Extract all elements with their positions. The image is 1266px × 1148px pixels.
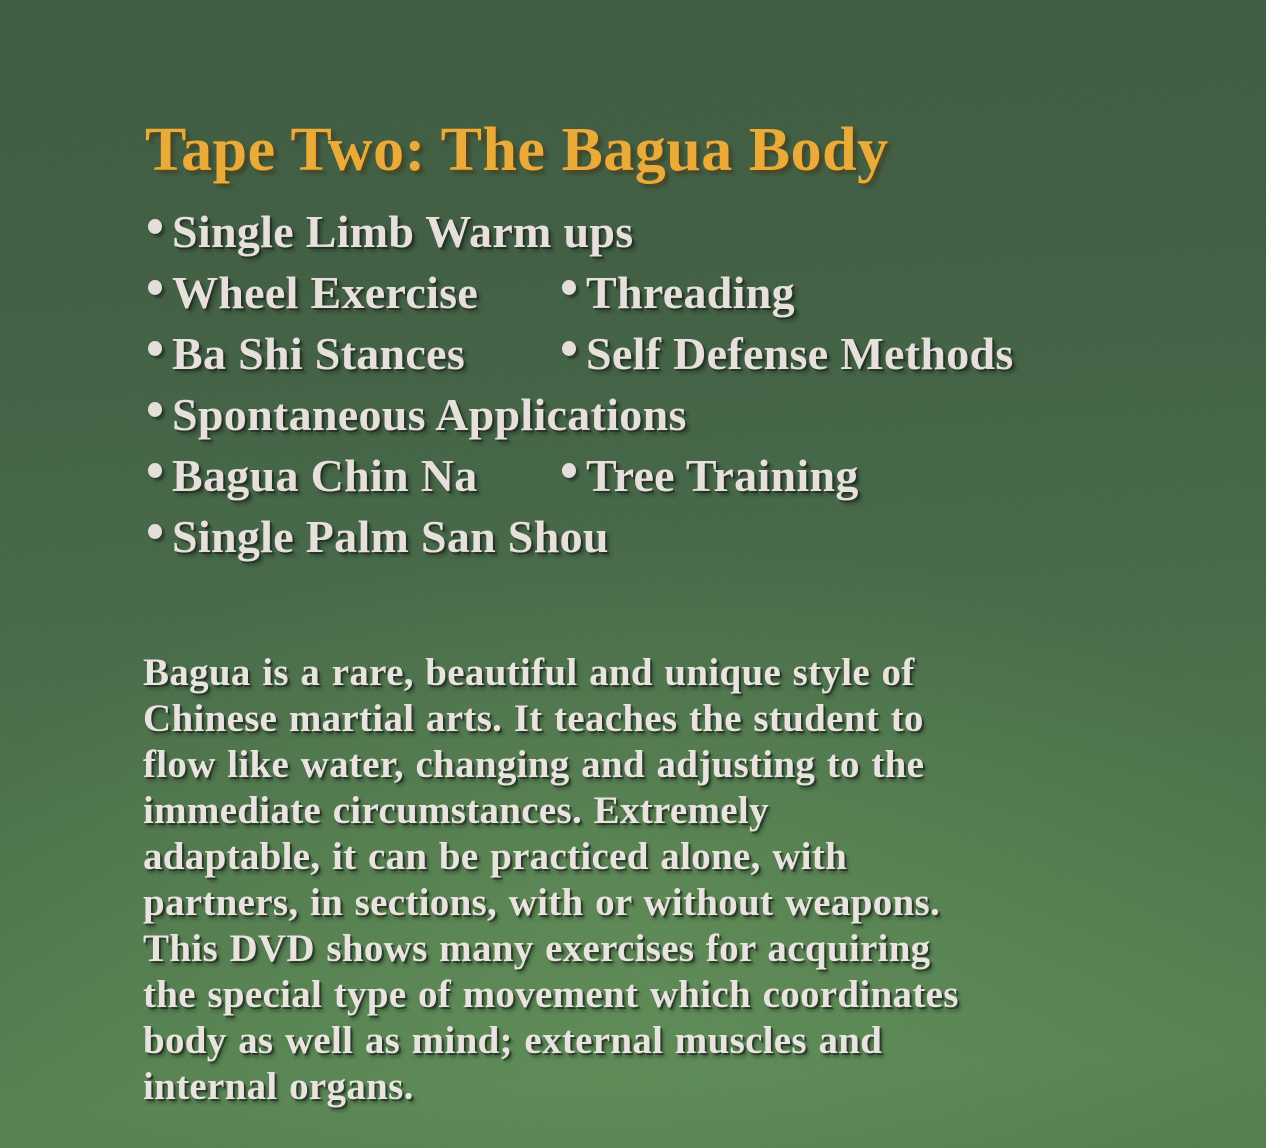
list-item: [562, 325, 1014, 383]
description-text: [143, 650, 959, 1110]
list-item: [562, 264, 795, 322]
bullet-icon: [562, 280, 576, 295]
list-row: [148, 508, 1014, 569]
list-row: [148, 264, 1014, 325]
list-item: [148, 264, 562, 322]
list-item: [148, 386, 687, 444]
list-item: [148, 447, 562, 505]
list-item-label: Ba Shi Stances: [172, 328, 466, 379]
description-line: adaptable, it can be practiced alone, with: [143, 835, 848, 878]
bullet-icon: [148, 219, 162, 234]
list-item-label: Spontaneous Applications: [172, 389, 687, 440]
description-line: internal organs.: [143, 1065, 414, 1108]
list-item: [148, 508, 609, 566]
description-line: partners, in sections, with or without weapons.: [143, 881, 941, 924]
list-row: [148, 203, 1014, 264]
bullet-icon: [148, 341, 162, 356]
description-line: immediate circumstances. Extremely: [143, 789, 769, 832]
list-row: [148, 447, 1014, 508]
list-item-label: Threading: [586, 267, 795, 318]
list-item: [562, 447, 859, 505]
list-item: [148, 325, 562, 383]
list-item-label: Bagua Chin Na: [172, 450, 478, 501]
list-item-label: Single Palm San Shou: [172, 511, 609, 562]
description-line: This DVD shows many exercises for acquiring: [143, 927, 931, 970]
list-item-label: Tree Training: [586, 450, 859, 501]
description-line: Chinese martial arts. It teaches the student to: [143, 697, 924, 740]
bullet-icon: [148, 524, 162, 539]
bullet-icon: [148, 402, 162, 417]
list-item-label: Wheel Exercise: [172, 267, 479, 318]
list-item-label: Self Defense Methods: [586, 328, 1014, 379]
bullet-icon: [562, 341, 576, 356]
bullet-icon: [148, 280, 162, 295]
description-line: Bagua is a rare, beautiful and unique style of: [143, 651, 915, 694]
description-line: flow like water, changing and adjusting to the: [143, 743, 925, 786]
list-item: [148, 203, 633, 261]
bullet-icon: [148, 463, 162, 478]
description-line: the special type of movement which coordinates: [143, 973, 959, 1016]
page-title: Tape Two: The Bagua Body: [145, 116, 889, 184]
feature-list: [148, 203, 1014, 569]
list-item-label: Single Limb Warm ups: [172, 206, 634, 257]
list-row: [148, 325, 1014, 386]
description-line: body as well as mind; external muscles and: [143, 1019, 883, 1062]
bullet-icon: [562, 463, 576, 478]
list-row: [148, 386, 1014, 447]
